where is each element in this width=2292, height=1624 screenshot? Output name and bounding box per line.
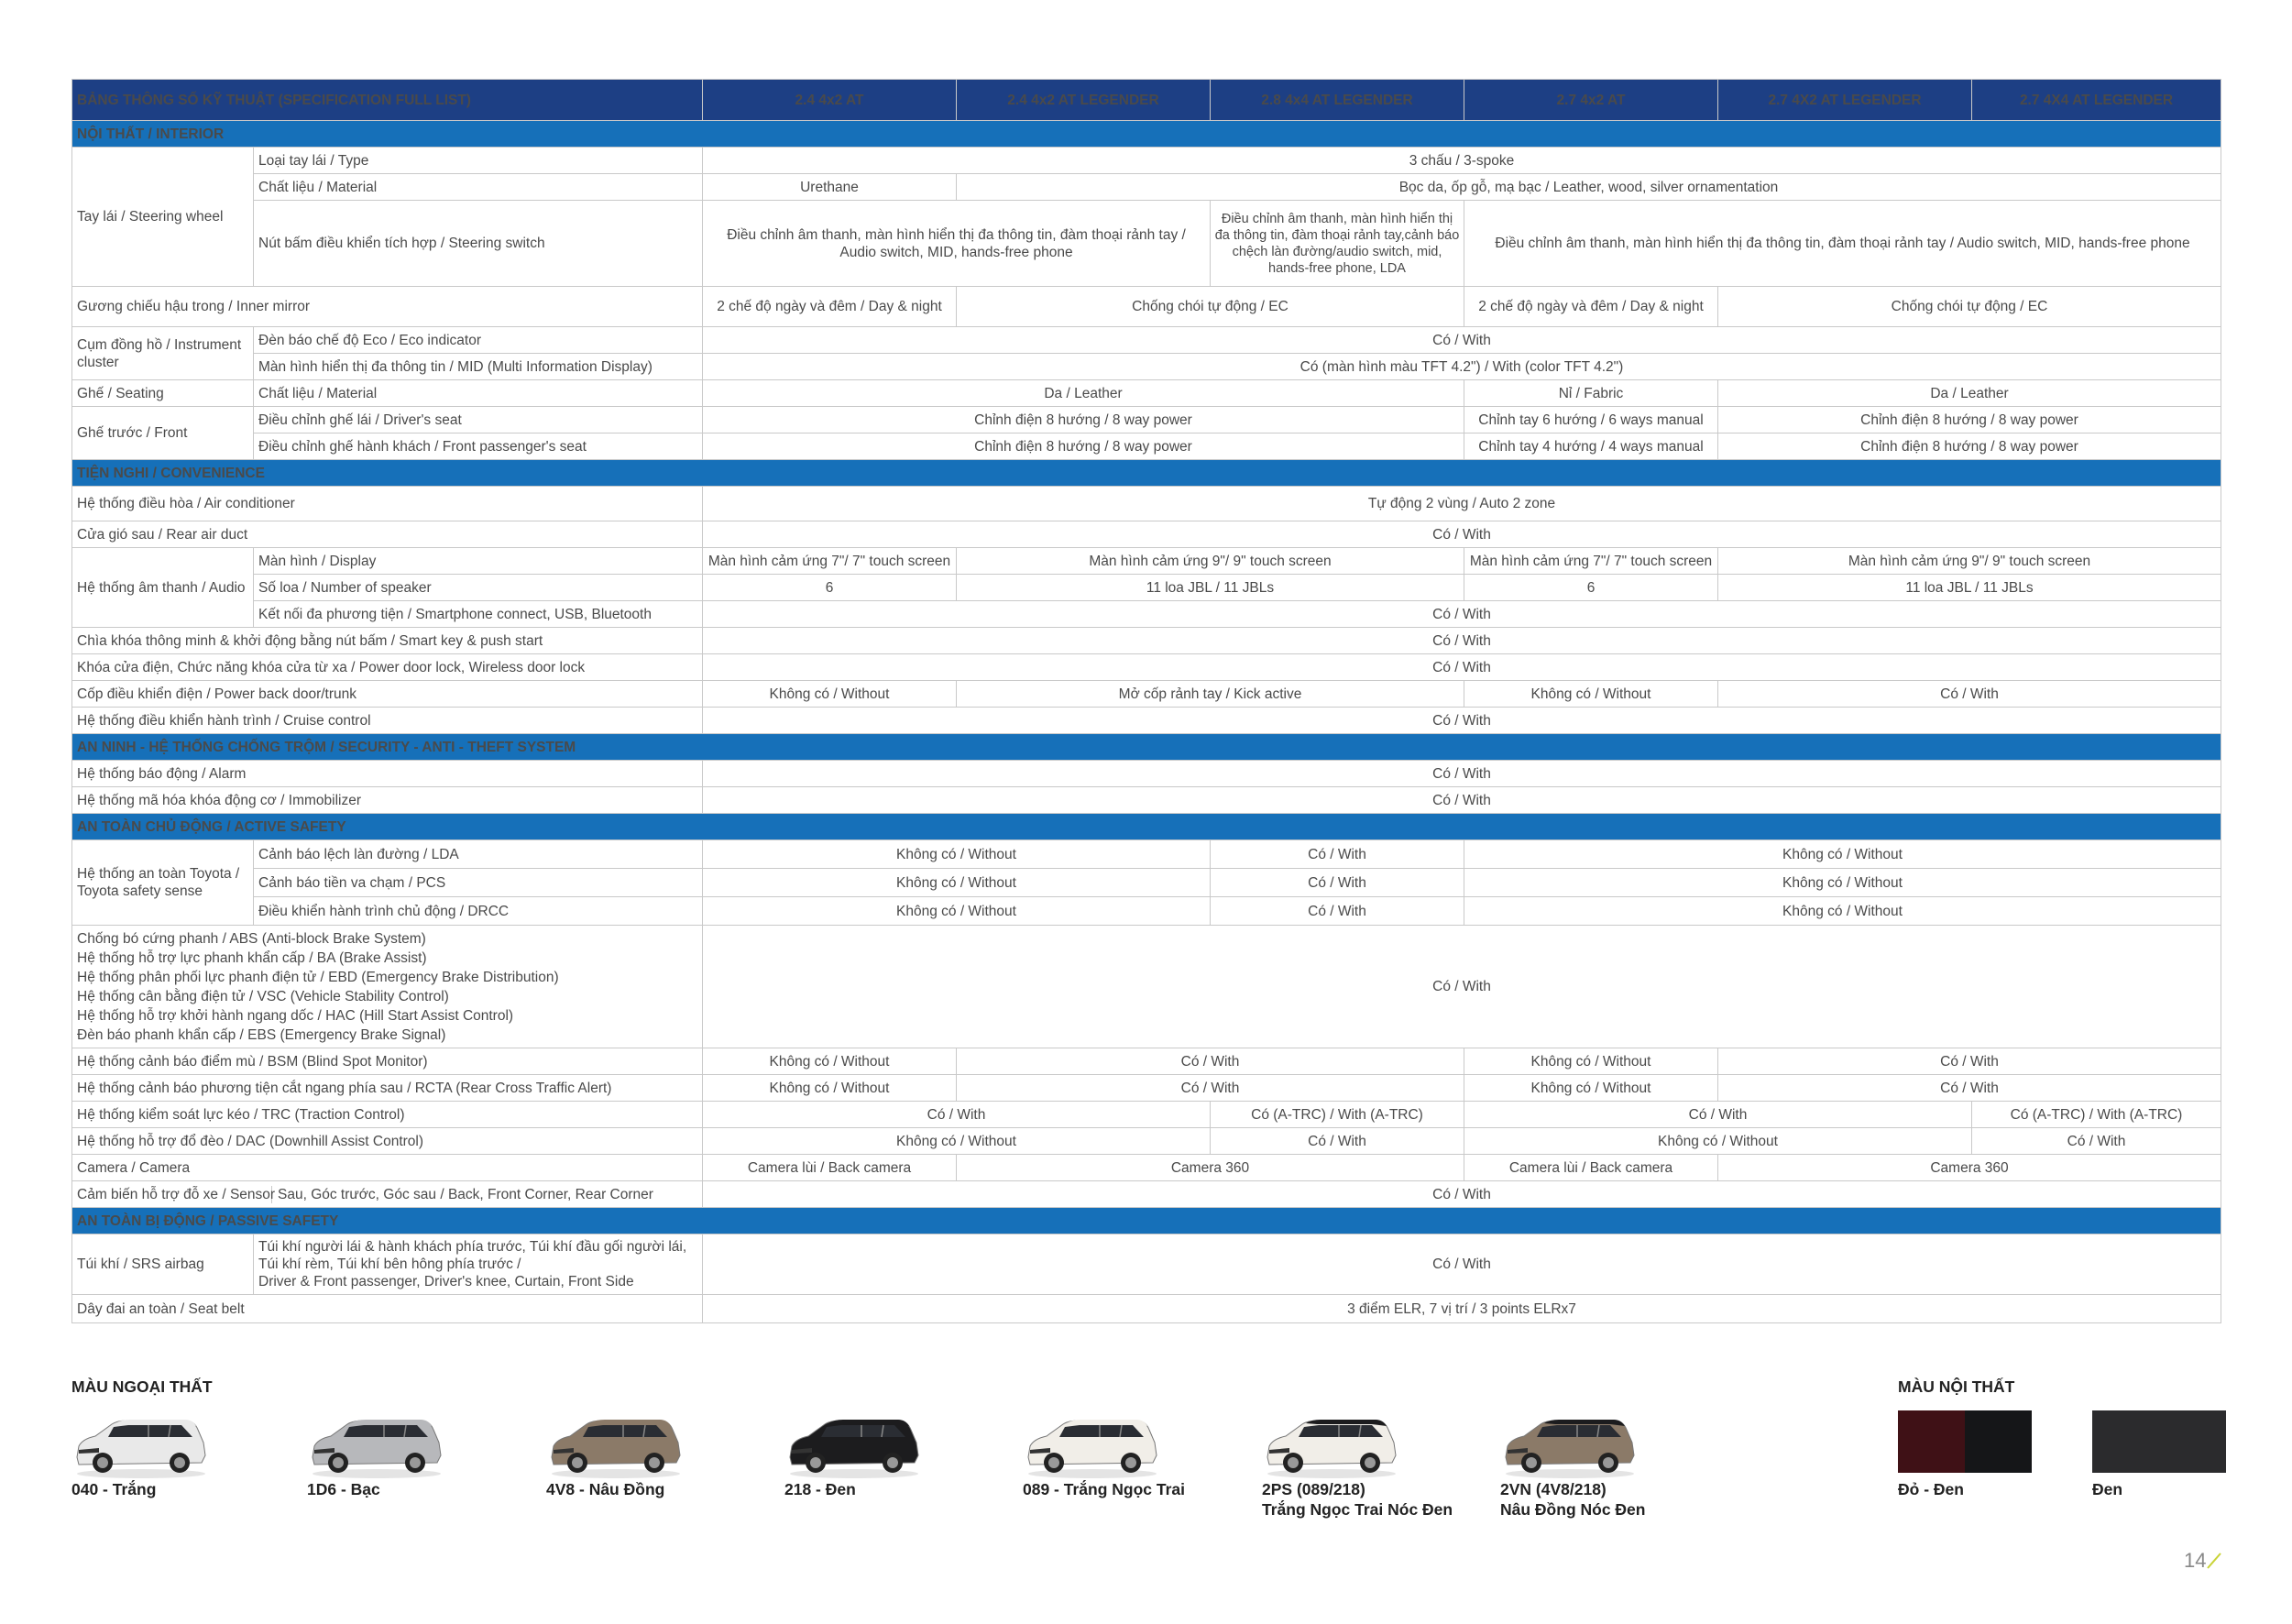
exterior-color-code: 2VN (4V8/218) <box>1500 1480 1607 1498</box>
spec-value: Chỉnh tay 6 hướng / 6 ways manual <box>1464 407 1718 433</box>
spec-value: Không có / Without <box>1464 869 2221 897</box>
spec-value: Không có / Without <box>1464 897 2221 926</box>
slash-accent-icon <box>2206 1550 2222 1570</box>
section-header-row <box>72 460 2221 487</box>
table-row <box>72 897 2221 926</box>
spec-value: Nỉ / Fabric <box>1464 380 1718 407</box>
spec-value: Có / With <box>1211 840 1464 869</box>
feature-label: Chìa khóa thông minh & khởi động bằng nút bấm / Smart key & push start <box>72 628 703 654</box>
exterior-color-code: 089 - Trắng Ngọc Trai <box>1023 1480 1185 1498</box>
exterior-color-label <box>546 1479 664 1499</box>
sensor-positions: Sau, Góc trước, Góc sau / Back, Front Corner, Rear Corner <box>278 1186 653 1202</box>
spec-value: Có / With <box>1972 1128 2221 1155</box>
model-header: 2.8 4x4 AT LEGENDER <box>1211 80 1464 121</box>
interior-colors-title: MÀU NỘI THẤT <box>1898 1377 2015 1396</box>
spec-value: Không có / Without <box>1464 840 2221 869</box>
feature-sublabel: Chất liệu / Material <box>254 174 703 201</box>
model-header: 2.4 4x2 AT LEGENDER <box>957 80 1211 121</box>
suv-color-swatch-icon <box>1262 1411 1399 1481</box>
spec-value: Chống chói tự động / EC <box>957 287 1464 327</box>
feature-label: Hệ thống điều khiển hành trình / Cruise control <box>72 708 703 734</box>
spec-value: Có / With <box>703 601 2221 628</box>
feature-label: Hệ thống an toàn Toyota / Toyota safety sense <box>72 840 254 926</box>
exterior-color-name: Trắng Ngọc Trai Nóc Đen <box>1262 1500 1453 1519</box>
table-row <box>72 148 2221 174</box>
spec-value: Có / With <box>703 787 2221 814</box>
spec-value: Không có / Without <box>703 681 957 708</box>
model-header: 2.7 4X2 AT LEGENDER <box>1718 80 1972 121</box>
table-row <box>72 433 2221 460</box>
table-row <box>72 601 2221 628</box>
spec-value: Bọc da, ốp gỗ, mạ bạc / Leather, wood, silver ornamentation <box>957 174 2221 201</box>
spec-value: Không có / Without <box>703 897 1211 926</box>
table-row <box>72 1234 2221 1295</box>
feature-label-line: Hệ thống cân bằng điện tử / VSC (Vehicle Stability Control) <box>77 988 449 1004</box>
exterior-color-label <box>1500 1479 1645 1520</box>
table-row <box>72 174 2221 201</box>
section-title: NỘI THẤT / INTERIOR <box>72 121 2221 148</box>
spec-value: Màn hình cảm ứng 9"/ 9" touch screen <box>1718 548 2221 575</box>
section-title: AN NINH - HỆ THỐNG CHỐNG TRỘM / SECURITY - ANTI - THEFT SYSTEM <box>72 734 2221 761</box>
interior-color-swatch <box>1898 1410 2032 1473</box>
suv-color-swatch-icon <box>1023 1411 1160 1481</box>
feature-sublabel: Đèn báo chế độ Eco / Eco indicator <box>254 327 703 354</box>
exterior-color-code: 040 - Trắng <box>71 1480 157 1498</box>
spec-value: Màn hình cảm ứng 9"/ 9" touch screen <box>957 548 1464 575</box>
section-header-row <box>72 121 2221 148</box>
spec-value: Da / Leather <box>1718 380 2221 407</box>
spec-value: Điều chỉnh âm thanh, màn hình hiển thị đa thông tin, đàm thoại rảnh tay,cảnh báo chệch làn đường/audio switch, mid, hands-free phone, LDA <box>1211 201 1464 287</box>
table-row <box>72 787 2221 814</box>
spec-value: Không có / Without <box>703 1128 1211 1155</box>
spec-sheet <box>71 79 2221 1323</box>
spec-value: Không có / Without <box>703 1075 957 1102</box>
interior-color-label: Đỏ - Đen <box>1898 1480 1964 1498</box>
table-row <box>72 548 2221 575</box>
spec-value: Có / With <box>703 1234 2221 1295</box>
feature-sublabel: Điều khiển hành trình chủ động / DRCC <box>254 897 703 926</box>
suv-color-swatch-icon <box>546 1411 684 1481</box>
table-title: BẢNG THÔNG SỐ KỸ THUẬT (SPECIFICATION FULL LIST) <box>72 80 703 121</box>
feature-label: Cốp điều khiển điện / Power back door/trunk <box>72 681 703 708</box>
feature-label <box>72 926 703 1048</box>
table-row <box>72 1075 2221 1102</box>
exterior-color-code: 1D6 - Bạc <box>307 1480 380 1498</box>
spec-value: Camera 360 <box>957 1155 1464 1181</box>
spec-value: Chống chói tự động / EC <box>1718 287 2221 327</box>
spec-value: Có / With <box>1718 1048 2221 1075</box>
spec-value: Chỉnh điện 8 hướng / 8 way power <box>1718 407 2221 433</box>
feature-sublabel-line: Túi khí rèm, Túi khí bên hông phía trước / <box>258 1256 521 1272</box>
suv-color-swatch-icon <box>71 1411 209 1481</box>
feature-label: Hệ thống kiểm soát lực kéo / TRC (Traction Control) <box>72 1102 703 1128</box>
exterior-color-label <box>784 1479 856 1499</box>
feature-sublabel: Nút bấm điều khiển tích hợp / Steering switch <box>254 201 703 287</box>
feature-label: Khóa cửa điện, Chức năng khóa cửa từ xa / Power door lock, Wireless door lock <box>72 654 703 681</box>
spec-value: Có / With <box>1211 1128 1464 1155</box>
table-row <box>72 708 2221 734</box>
feature-label: Hệ thống âm thanh / Audio <box>72 548 254 628</box>
section-title: AN TOÀN CHỦ ĐỘNG / ACTIVE SAFETY <box>72 814 2221 840</box>
interior-color-swatch <box>2092 1410 2226 1473</box>
spec-value: Mở cốp rảnh tay / Kick active <box>957 681 1464 708</box>
spec-value: Màn hình cảm ứng 7"/ 7" touch screen <box>1464 548 1718 575</box>
exterior-color-label <box>1262 1479 1453 1520</box>
table-row <box>72 1295 2221 1323</box>
spec-value: 6 <box>703 575 957 601</box>
table-row <box>72 1102 2221 1128</box>
spec-value: Có / With <box>1464 1102 1972 1128</box>
section-header-row <box>72 1208 2221 1234</box>
model-header: 2.7 4X4 AT LEGENDER <box>1972 80 2221 121</box>
spec-value: Có / With <box>703 1102 1211 1128</box>
suv-color-swatch-icon <box>1500 1411 1638 1481</box>
feature-label-line: Hệ thống hỗ trợ lực phanh khẩn cấp / BA (Brake Assist) <box>77 949 427 966</box>
spec-value: Camera 360 <box>1718 1155 2221 1181</box>
section-header-row <box>72 734 2221 761</box>
spec-value: Chỉnh điện 8 hướng / 8 way power <box>1718 433 2221 460</box>
interior-color-label: Đen <box>2092 1480 2123 1498</box>
section-header-row <box>72 814 2221 840</box>
table-row <box>72 761 2221 787</box>
exterior-color-code: 2PS (089/218) <box>1262 1480 1365 1498</box>
spec-value: 3 chấu / 3-spoke <box>703 148 2221 174</box>
spec-value: Có / With <box>703 926 2221 1048</box>
table-row <box>72 487 2221 521</box>
feature-label: Dây đai an toàn / Seat belt <box>72 1295 703 1323</box>
spec-value: Không có / Without <box>1464 1128 1972 1155</box>
feature-label: Camera / Camera <box>72 1155 703 1181</box>
spec-value: 3 điểm ELR, 7 vị trí / 3 points ELRx7 <box>703 1295 2221 1323</box>
feature-sublabel: Kết nối đa phương tiện / Smartphone connect, USB, Bluetooth <box>254 601 703 628</box>
table-row <box>72 1181 2221 1208</box>
feature-sublabel <box>254 1234 703 1295</box>
spec-value: Da / Leather <box>703 380 1464 407</box>
spec-value: 11 loa JBL / 11 JBLs <box>1718 575 2221 601</box>
feature-sublabel: Cảnh báo lệch làn đường / LDA <box>254 840 703 869</box>
feature-sublabel: Điều chỉnh ghế lái / Driver's seat <box>254 407 703 433</box>
feature-sublabel-line: Driver & Front passenger, Driver's knee, Curtain, Front Side <box>258 1274 634 1289</box>
table-row <box>72 654 2221 681</box>
spec-value: Urethane <box>703 174 957 201</box>
table-row <box>72 407 2221 433</box>
spec-value: Không có / Without <box>1464 1048 1718 1075</box>
spec-value: Có / With <box>703 654 2221 681</box>
model-header: 2.4 4x2 AT <box>703 80 957 121</box>
suv-color-swatch-icon <box>307 1411 444 1481</box>
feature-sublabel: Điều chỉnh ghế hành khách / Front passenger's seat <box>254 433 703 460</box>
spec-value: Không có / Without <box>703 869 1211 897</box>
feature-label-line: Hệ thống phân phối lực phanh điện tử / EBD (Emergency Brake Distribution) <box>77 969 559 985</box>
spec-value: Có / With <box>703 708 2221 734</box>
spec-value: Màn hình cảm ứng 7"/ 7" touch screen <box>703 548 957 575</box>
table-row <box>72 1128 2221 1155</box>
spec-value: Có / With <box>957 1048 1464 1075</box>
feature-label: Hệ thống điều hòa / Air conditioner <box>72 487 703 521</box>
table-row <box>72 628 2221 654</box>
spec-value: Chỉnh điện 8 hướng / 8 way power <box>703 433 1464 460</box>
feature-label <box>72 1181 703 1208</box>
feature-label: Tay lái / Steering wheel <box>72 148 254 287</box>
table-row <box>72 521 2221 548</box>
feature-label-line: Chống bó cứng phanh / ABS (Anti-block Brake System) <box>77 930 426 947</box>
spec-value: Không có / Without <box>1464 1075 1718 1102</box>
feature-label-line: Hệ thống hỗ trợ khởi hành ngang dốc / HAC (Hill Start Assist Control) <box>77 1007 514 1024</box>
feature-sublabel: Màn hình hiển thị đa thông tin / MID (Multi Information Display) <box>254 354 703 380</box>
feature-label: Cụm đồng hồ / Instrument cluster <box>72 327 254 380</box>
spec-value: Có / With <box>703 1181 2221 1208</box>
table-row <box>72 926 2221 1048</box>
table-row <box>72 354 2221 380</box>
exterior-color-label <box>71 1479 156 1499</box>
spec-value: Không có / Without <box>703 1048 957 1075</box>
table-row <box>72 201 2221 287</box>
exterior-color-code: 218 - Đen <box>784 1480 856 1498</box>
spec-value: Có / With <box>703 521 2221 548</box>
section-title: TIỆN NGHI / CONVENIENCE <box>72 460 2221 487</box>
spec-value: 11 loa JBL / 11 JBLs <box>957 575 1464 601</box>
feature-sublabel: Số loa / Number of speaker <box>254 575 703 601</box>
feature-label: Ghế / Seating <box>72 380 254 407</box>
spec-value: Có (A-TRC) / With (A-TRC) <box>1972 1102 2221 1128</box>
spec-value: 2 chế độ ngày và đêm / Day & night <box>703 287 957 327</box>
spec-value: Có / With <box>1211 869 1464 897</box>
section-title: AN TOÀN BỊ ĐỘNG / PASSIVE SAFETY <box>72 1208 2221 1234</box>
spec-value: Camera lùi / Back camera <box>703 1155 957 1181</box>
spec-value: Có / With <box>703 628 2221 654</box>
table-row <box>72 681 2221 708</box>
exterior-color-name: Nâu Đồng Nóc Đen <box>1500 1500 1646 1519</box>
table-row <box>72 575 2221 601</box>
model-header: 2.7 4x2 AT <box>1464 80 1718 121</box>
sensor-label: Cảm biến hỗ trợ đỗ xe / Sensor <box>77 1186 276 1202</box>
spec-value: Chỉnh điện 8 hướng / 8 way power <box>703 407 1464 433</box>
table-row <box>72 1155 2221 1181</box>
spec-value: Chỉnh tay 4 hướng / 4 ways manual <box>1464 433 1718 460</box>
spec-value: 6 <box>1464 575 1718 601</box>
feature-label: Túi khí / SRS airbag <box>72 1234 254 1295</box>
exterior-color-code: 4V8 - Nâu Đồng <box>546 1480 665 1498</box>
spec-value: Không có / Without <box>1464 681 1718 708</box>
feature-label: Hệ thống mã hóa khóa động cơ / Immobilizer <box>72 787 703 814</box>
feature-sublabel: Cảnh báo tiền va chạm / PCS <box>254 869 703 897</box>
specification-table <box>71 79 2221 1323</box>
sensor-label-wrap <box>77 1186 697 1203</box>
feature-label: Hệ thống hỗ trợ đổ đèo / DAC (Downhill Assist Control) <box>72 1128 703 1155</box>
feature-sublabel: Màn hình / Display <box>254 548 703 575</box>
feature-sublabel: Chất liệu / Material <box>254 380 703 407</box>
spec-value: Có / With <box>703 761 2221 787</box>
spec-value: 2 chế độ ngày và đêm / Day & night <box>1464 287 1718 327</box>
table-row <box>72 287 2221 327</box>
spec-value: Điều chỉnh âm thanh, màn hình hiển thị đa thông tin, đàm thoại rảnh tay / Audio switch, MID, hands-free phone <box>1464 201 2221 287</box>
spec-value: Có / With <box>1211 897 1464 926</box>
feature-label-line: Đèn báo phanh khẩn cấp / EBS (Emergency Brake Signal) <box>77 1026 446 1043</box>
spec-value: Có / With <box>957 1075 1464 1102</box>
table-row <box>72 869 2221 897</box>
feature-label: Hệ thống cảnh báo điểm mù / BSM (Blind Spot Monitor) <box>72 1048 703 1075</box>
feature-label: Hệ thống cảnh báo phương tiện cắt ngang phía sau / RCTA (Rear Cross Traffic Alert) <box>72 1075 703 1102</box>
spec-value: Không có / Without <box>703 840 1211 869</box>
page-number-text: 14 <box>2184 1549 2207 1572</box>
feature-label: Hệ thống báo động / Alarm <box>72 761 703 787</box>
feature-label: Gương chiếu hậu trong / Inner mirror <box>72 287 703 327</box>
spec-value: Có / With <box>703 327 2221 354</box>
suv-color-swatch-icon <box>784 1411 922 1481</box>
table-row <box>72 380 2221 407</box>
spec-value: Tự động 2 vùng / Auto 2 zone <box>703 487 2221 521</box>
feature-sublabel: Loại tay lái / Type <box>254 148 703 174</box>
spec-value: Có / With <box>1718 1075 2221 1102</box>
spec-value: Có (màn hình màu TFT 4.2") / With (color TFT 4.2") <box>703 354 2221 380</box>
exterior-color-label <box>307 1479 380 1499</box>
spec-value: Điều chỉnh âm thanh, màn hình hiển thị đa thông tin, đàm thoại rảnh tay / Audio switch, MID, hands-free phone <box>703 201 1211 287</box>
feature-label: Ghế trước / Front <box>72 407 254 460</box>
feature-label: Cửa gió sau / Rear air duct <box>72 521 703 548</box>
table-row <box>72 840 2221 869</box>
exterior-color-label <box>1023 1479 1185 1499</box>
page-number <box>2184 1549 2222 1573</box>
spec-value: Có / With <box>1718 681 2221 708</box>
exterior-colors-title: MÀU NGOẠI THẤT <box>71 1377 213 1396</box>
table-row <box>72 327 2221 354</box>
feature-sublabel-line: Túi khí người lái & hành khách phía trước, Túi khí đầu gối người lái, <box>258 1239 687 1255</box>
spec-value: Có (A-TRC) / With (A-TRC) <box>1211 1102 1464 1128</box>
header-row <box>72 80 2221 121</box>
table-row <box>72 1048 2221 1075</box>
spec-value: Camera lùi / Back camera <box>1464 1155 1718 1181</box>
